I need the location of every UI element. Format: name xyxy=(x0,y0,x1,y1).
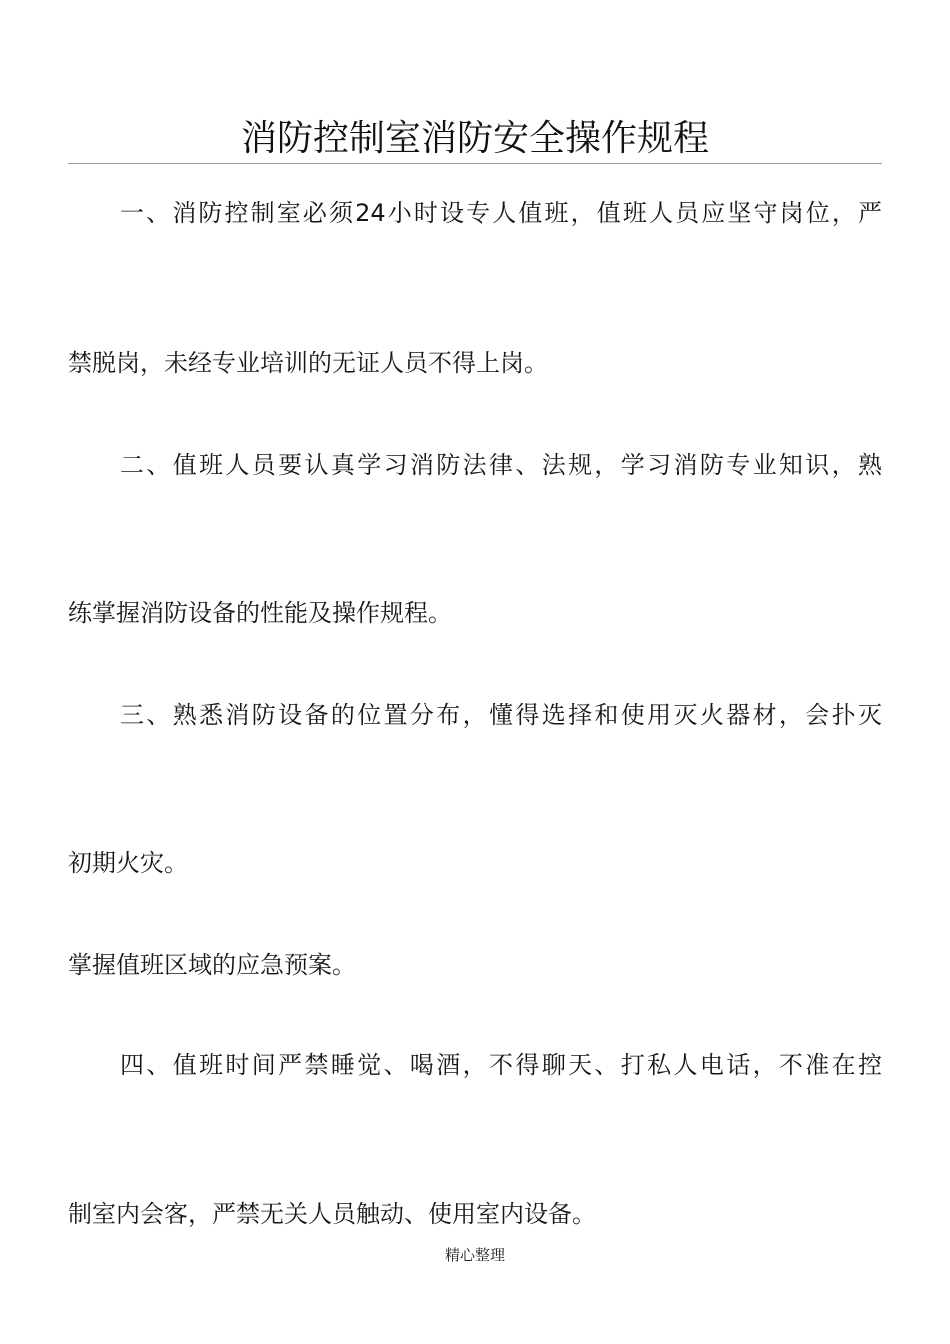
paragraph-1-line-2: 禁脱岗，未经专业培训的无证人员不得上岗。 xyxy=(68,349,548,377)
paragraph-2-line-1: 二、值班人员要认真学习消防法律、法规，学习消防专业知识，熟 xyxy=(120,451,882,479)
paragraph-1-line-1: 一、消防控制室必须24小时设专人值班，值班人员应坚守岗位，严 xyxy=(120,199,882,227)
paragraph-3-line-1: 三、熟悉消防设备的位置分布，懂得选择和使用灭火器材，会扑灭 xyxy=(120,701,882,729)
paragraph-4-line-1: 四、值班时间严禁睡觉、喝酒，不得聊天、打私人电话，不准在控 xyxy=(120,1051,882,1079)
paragraph-3-line-2: 初期火灾。 xyxy=(68,849,188,877)
page-footer: 精心整理 xyxy=(444,1246,505,1264)
document-title: 消防控制室消防安全操作规程 xyxy=(240,118,709,159)
paragraph-2-line-2: 练掌握消防设备的性能及操作规程。 xyxy=(68,599,452,627)
title-underline xyxy=(68,163,882,164)
paragraph-4-line-2: 制室内会客，严禁无关人员触动、使用室内设备。 xyxy=(68,1200,596,1228)
paragraph-3-line-3: 掌握值班区域的应急预案。 xyxy=(68,951,356,979)
